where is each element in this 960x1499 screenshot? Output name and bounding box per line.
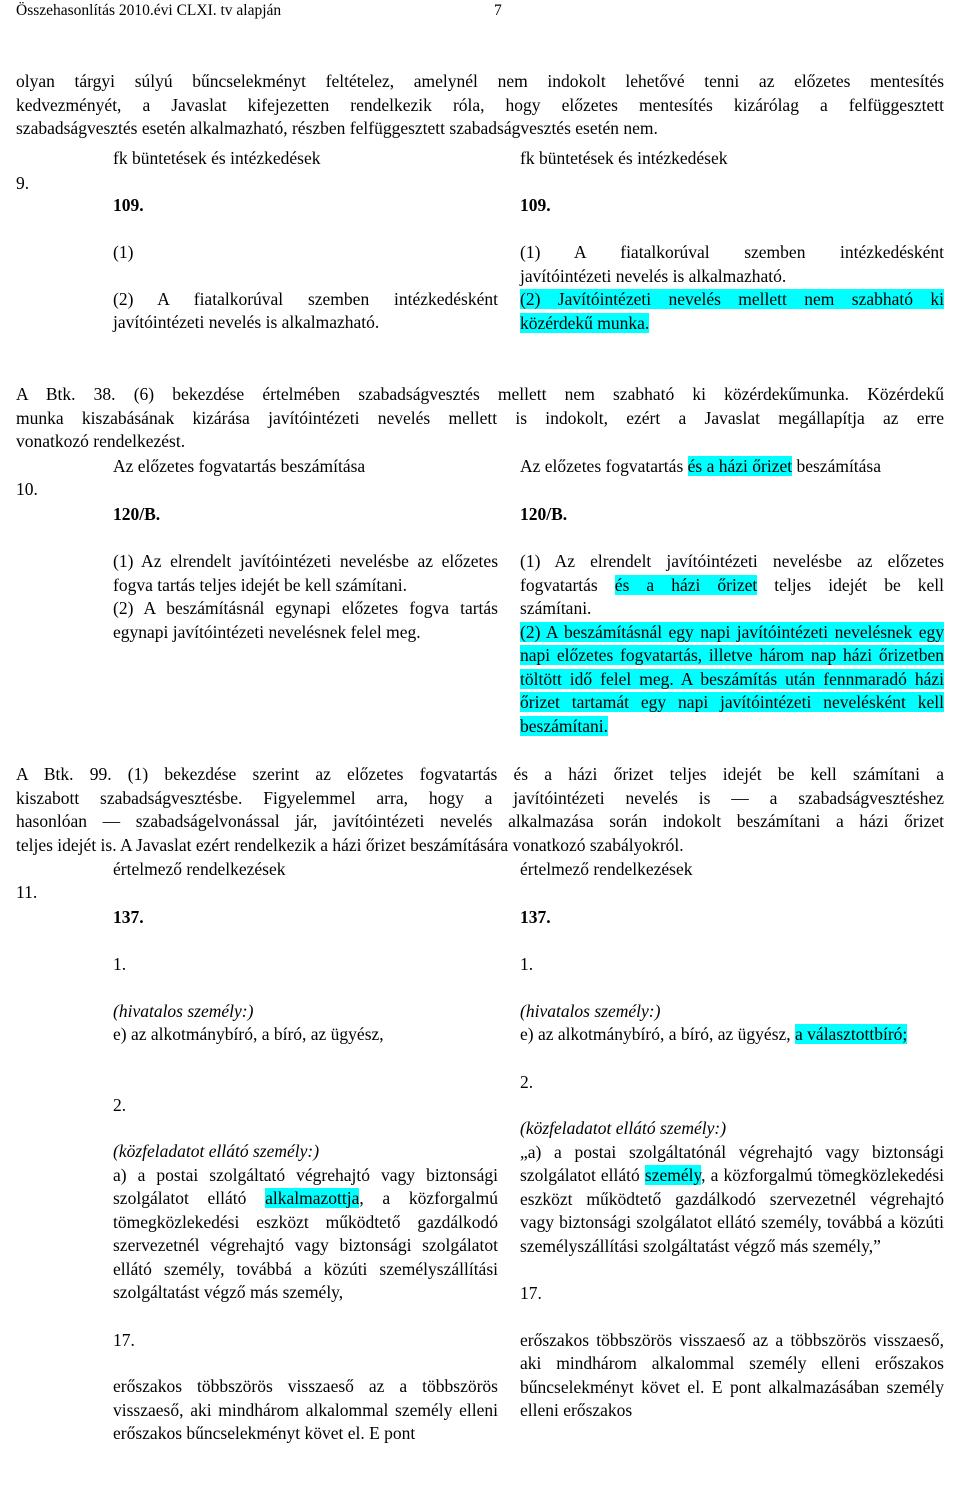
point-1-heading: (hivatalos személy:) (113, 1000, 254, 1021)
point-2: 2. (520, 1071, 534, 1092)
point-1-heading: (hivatalos személy:) (520, 1000, 661, 1021)
section-title: Az előzetes fogvatartás és a házi őrizet beszámítása (520, 456, 882, 476)
point-2-a: „a) a postai szolgáltatónál végrehajtó vagy biztonsági szolgálatot ellátó személy, a közforgalmú tömegközlekedési eszközt működtető gazdálkodó szervezetnél végrehajtó vagy biztonsági szolgálatot ellátó személy, továbbá a közúti személyszállítási szolgáltatást végző más személy,” (520, 1141, 944, 1256)
paragraph-1: (1) A fiatalkorúval szemben intézkedésként (520, 242, 944, 262)
paragraph-2: (2) A fiatalkorúval szemben intézkedésként (113, 288, 498, 309)
row9-right-cell: fk büntetések és intézkedések 109. (1) A fiatalkorúval szemben intézkedésként javítóintézeti nevelés is alkalmazható. (2) Javítóintézeti nevelés mellett nem szabható ki közérdekű munka. (520, 148, 944, 333)
paragraph-2-highlight: (2) Javítóintézeti nevelés mellett nem szabható ki (520, 289, 944, 309)
section-title: fk büntetések és intézkedések (520, 148, 728, 168)
section-number: 137. (113, 906, 144, 927)
point-1: 1. (113, 954, 127, 974)
row10-right-cell: Az előzetes fogvatartás és a házi őrizet beszámítása 120/B. (1) Az elrendelt javítóintézeti nevelésbe az előzetes fogvatartás és a házi őrizet teljes idejét be kell számítani. (2) A beszámításnál egy napi javítóintézeti nevelésnek egy napi előzetes fogvatartás, illetve három nap házi őrizetben töltött idő felel meg. A beszámítás után fennmaradó házi őrizet tartamát egy napi javítóintézeti nevelésként kell beszámítani. (520, 455, 944, 738)
section-title: értelmező rendelkezések (520, 859, 693, 879)
paragraph-1: (1) (113, 242, 134, 262)
paragraph-2-highlight: (2) A beszámításnál egy napi javítóintézeti nevelésnek egy napi előzetes fogvatartás, illetve három nap házi őrizetben töltött idő felel meg. A beszámítás után fennmaradó házi őrizet tartamát egy napi javítóintézeti nevelésként kell beszámítani. (520, 621, 944, 736)
paragraph-1: (1) Az elrendelt javítóintézeti nevelésbe az előzetes fogva tartás teljes idejét be kell számítani. (113, 551, 498, 595)
paragraph-1: (1) Az elrendelt javítóintézeti nevelésbe az előzetes (520, 551, 944, 571)
point-1-e: e) az alkotmánybíró, a bíró, az ügyész, (113, 1024, 384, 1044)
row10-left-cell (113, 455, 498, 644)
point-1-e: e) az alkotmánybíró, a bíró, az ügyész, a választottbíró; (520, 1024, 908, 1044)
page-number: 7 (494, 2, 502, 19)
point-2-heading: (közfeladatot ellátó személy:) (520, 1118, 727, 1138)
point-17-text: erőszakos többszörös visszaeső az a többszörös visszaeső, aki mindhárom alkalommal személy elleni erőszakos bűncselekményt követ el. E pont alkalmazásában személy elleni erőszakos (520, 1329, 944, 1420)
row-number-11: 11. (16, 882, 38, 902)
point-2-heading: (közfeladatot ellátó személy:) (113, 1141, 320, 1161)
point-1: 1. (520, 954, 534, 974)
point-2: 2. (113, 1094, 127, 1115)
row-number-10: 10. (16, 479, 38, 499)
section-number: 120/B. (113, 503, 161, 524)
point-17: 17. (520, 1283, 542, 1303)
row11-right-cell (520, 858, 944, 1423)
section-title: értelmező rendelkezések (113, 859, 286, 879)
row11-left-cell (113, 858, 498, 1446)
section-number: 109. (520, 194, 551, 215)
row10-note: A Btk. 99. (1) bekezdése szerint az előzetes fogvatartás és a házi őrizet teljes idejét be kell számítani a kiszabott szabadságvesztésbe. Figyelemmel arra, hogy a javítóintézeti nevelés is — a szabadságvesztéshez hasonlóan — szabadságelvonással jár, javítóintézeti nevelés alkalmazása során indokolt beszámítani a házi őrizet teljes idejét is. A Javaslat ezért rendelkezik a házi őrizet beszámítására vonatkozó szabályokról. (16, 764, 944, 855)
point-17: 17. (113, 1329, 135, 1350)
section-number: 137. (520, 906, 551, 927)
paragraph-2: (2) A beszámításnál egynapi előzetes fogva tartás egynapi javítóintézeti nevelésnek felel meg. (113, 598, 498, 642)
intro-paragraph: olyan tárgyi súlyú bűncselekményt feltételez, amelynél nem indokolt lehetővé tenni az előzetes mentesítés kedvezményét, a Javaslat kifejezetten rendelkezik róla, hogy előzetes mentesítés kizárólag a felfüggesztett szabadságvesztés esetén alkalmazható, részben felfüggesztett szabadságvesztés esetén nem. (16, 71, 944, 138)
section-number: 120/B. (520, 503, 568, 524)
section-title: Az előzetes fogvatartás beszámítása (113, 456, 366, 476)
row9-note: A Btk. 38. (6) bekezdése értelmében szabadságvesztés mellett nem szabható ki közérdekűmunka. Közérdekű munka kiszabásának kizárása javítóintézeti nevelés mellett is indokolt, ezért a Javaslat megállapítja az erre vonatkozó rendelkezést. (16, 384, 944, 451)
running-header: Összehasonlítás 2010.évi CLXI. tv alapján (16, 2, 282, 19)
point-2-a: a) a postai szolgáltató végrehajtó vagy biztonsági szolgálatot ellátó alkalmazottja, a közforgalmú tömegközlekedési eszközt működtető gazdálkodó szervezetnél végrehajtó vagy biztonsági szolgálatot ellátó személy, továbbá a közúti személyszállítási szolgáltatást végző más személy, (113, 1164, 498, 1302)
point-17-text: erőszakos többszörös visszaeső az a többszörös visszaeső, aki mindhárom alkalommal személy elleni erőszakos bűncselekményt követ el. E pont (113, 1376, 498, 1443)
section-title: fk büntetések és intézkedések (113, 148, 321, 168)
section-number: 109. (113, 194, 144, 215)
row9-left-cell: fk büntetések és intézkedések 109. (1) (2) A fiatalkorúval szemben intézkedésként javítóintézeti nevelés is alkalmazható. (113, 148, 498, 332)
row-number-9: 9. (16, 173, 30, 193)
